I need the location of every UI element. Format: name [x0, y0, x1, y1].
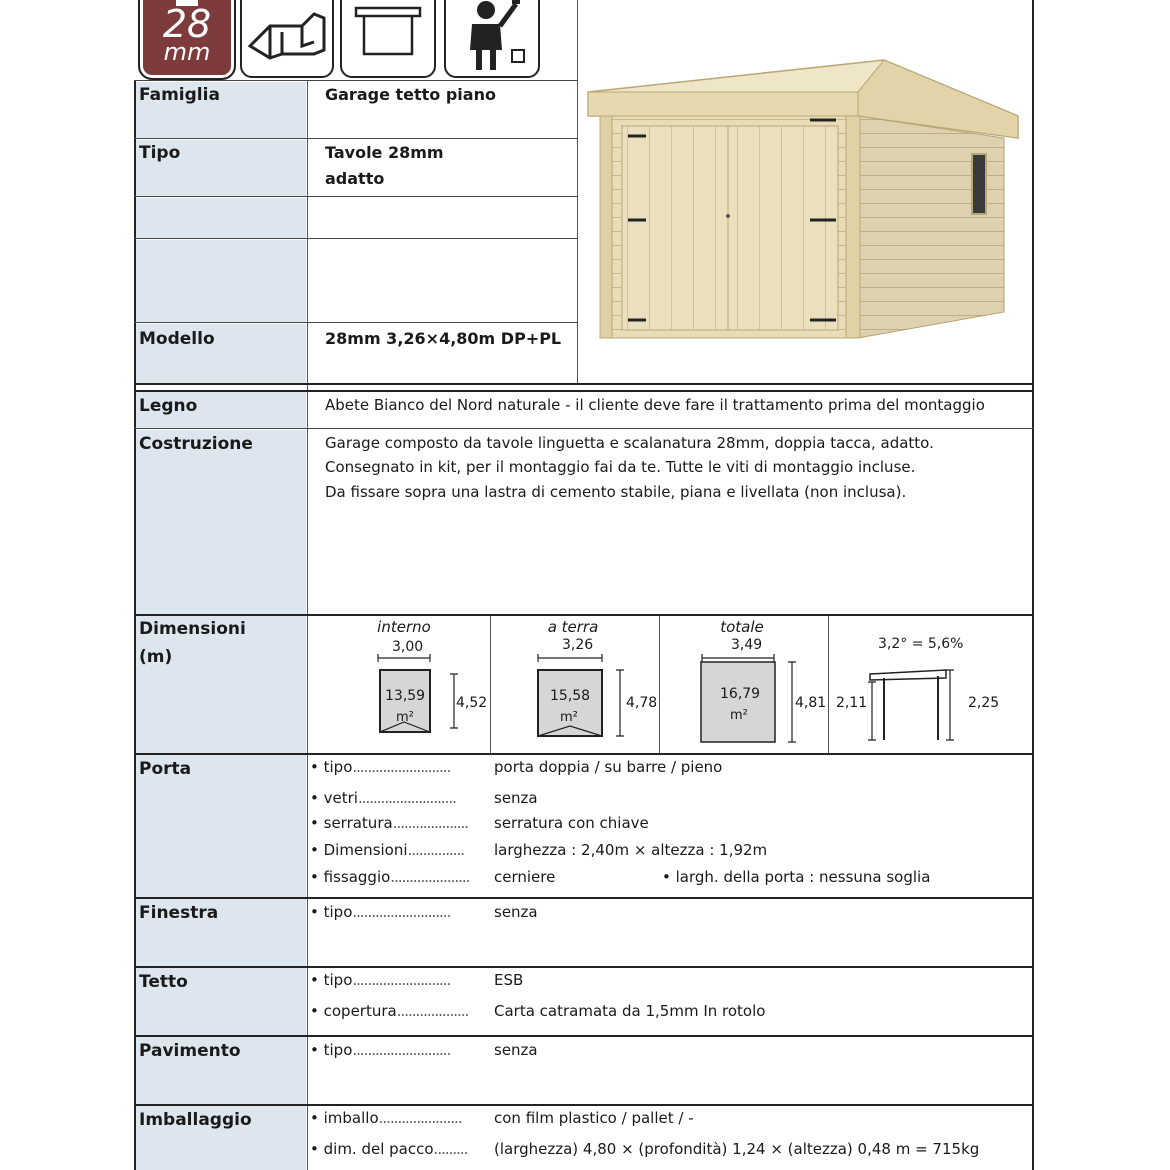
dim-interno-width: 3,00 [392, 639, 424, 655]
dim-aterra-title: a terra [547, 618, 599, 636]
row-line [134, 322, 578, 323]
garage-product-image [584, 50, 1024, 350]
dimensioni-unit: (m) [139, 647, 173, 667]
dimensioni-label: Dimensioni [139, 619, 246, 639]
porta-label: Porta [139, 759, 192, 779]
porta-item-key: vetri [323, 789, 358, 807]
section-line [134, 390, 1034, 392]
modello-label: Modello [139, 329, 215, 349]
thickness-badge [138, 0, 236, 80]
label-bg-empty2 [136, 240, 306, 322]
dim-divider [490, 616, 491, 753]
leader-dots: .......................... [352, 758, 451, 776]
dim-totale-area: 16,79 [720, 686, 761, 702]
porta-item-value: porta doppia / su barre / pieno [494, 758, 723, 776]
dim-interno-area: 13,59 [385, 688, 426, 704]
row-line [134, 138, 578, 139]
tetto-item-key: copertura [323, 1002, 397, 1020]
tipo-label: Tipo [139, 143, 181, 163]
leader-dots: .......................... [357, 789, 456, 807]
porta-item-value: serratura con chiave [494, 814, 649, 832]
garage-door-icon [240, 0, 334, 78]
modello-value: 28mm 3,26×4,80m DP+PL [325, 329, 562, 348]
tetto-item: • tipo.......................... [310, 971, 451, 989]
dim-height-right: 2,25 [968, 695, 1000, 711]
dim-totale-area-unit: m² [730, 708, 748, 723]
leader-dots: .......................... [352, 1041, 451, 1059]
tetto-item: • copertura................... [310, 1002, 469, 1020]
leader-dots: ..................... [390, 868, 470, 886]
famiglia-value: Garage tetto piano [325, 85, 496, 104]
section-line [134, 383, 1034, 385]
row-line [134, 614, 1034, 616]
row-line [134, 80, 578, 81]
legno-value: Abete Bianco del Nord naturale - il cliente deve fare il trattamento prima del montaggio [325, 396, 985, 414]
porta-item: • vetri.......................... [310, 789, 456, 807]
row-line [134, 428, 1034, 429]
porta-item: • tipo.......................... [310, 758, 451, 776]
imballaggio-item-key: imballo [323, 1109, 379, 1127]
costruzione-line: Consegnato in kit, per il montaggio fai da te. Tutte le viti di montaggio incluse. [325, 458, 916, 476]
dim-interno-depth: 4,52 [456, 695, 488, 711]
leader-dots: .......................... [352, 971, 451, 989]
famiglia-label: Famiglia [139, 85, 220, 105]
porta-item-value: senza [494, 789, 538, 807]
costruzione-line: Garage composto da tavole linguetta e scalanatura 28mm, doppia tacca, adatto. [325, 434, 934, 452]
finestra-item-key: tipo [323, 903, 353, 921]
porta-item: • Dimensioni............... [310, 841, 465, 859]
tetto-item-key: tipo [323, 971, 353, 989]
row-line [134, 966, 1034, 968]
imballaggio-item: • dim. del pacco......... [310, 1140, 468, 1158]
dim-slope: 3,2° = 5,6% [878, 636, 964, 652]
dim-totale-title: totale [720, 618, 764, 636]
icon-strip [134, 0, 578, 80]
row-line [134, 753, 1034, 755]
imballaggio-item-value: con film plastico / pallet / - [494, 1109, 694, 1127]
dim-totale-depth: 4,81 [795, 695, 827, 711]
pavimento-item: • tipo.......................... [310, 1041, 451, 1059]
dim-aterra-area: 15,58 [550, 688, 591, 704]
dim-divider [659, 616, 660, 753]
leader-dots: ...................... [378, 1109, 462, 1127]
table-right-border [1032, 0, 1034, 1170]
porta-item-key: tipo [323, 758, 353, 776]
finestra-item: • tipo.......................... [310, 903, 451, 921]
dim-aterra-area-unit: m² [560, 710, 578, 725]
pavimento-label: Pavimento [139, 1041, 241, 1061]
pavimento-item-value: senza [494, 1041, 538, 1059]
costruzione-line: Da fissare sopra una lastra di cemento stabile, piana e livellata (non inclusa). [325, 483, 907, 501]
imballaggio-item-value: (larghezza) 4,80 × (profondità) 1,24 × (altezza) 0,48 m = 715kg [494, 1140, 980, 1158]
porta-item-key: serratura [323, 814, 393, 832]
leader-dots: .......................... [352, 903, 451, 921]
row-line [134, 1035, 1034, 1037]
label-divider [307, 80, 308, 1170]
porta-item: • fissaggio..................... [310, 868, 470, 886]
dim-height-left: 2,11 [836, 695, 868, 711]
porta-item-value: cerniere [494, 868, 556, 886]
finestra-item-value: senza [494, 903, 538, 921]
dim-interno-area-unit: m² [396, 710, 414, 725]
tetto-item-value: Carta catramata da 1,5mm In rotolo [494, 1002, 766, 1020]
tetto-label: Tetto [139, 972, 188, 992]
porta-item-key: Dimensioni [323, 841, 408, 859]
porta-item-key: fissaggio [323, 868, 391, 886]
row-line [134, 196, 578, 197]
leader-dots: ................... [396, 1002, 469, 1020]
badge-thickness: 28 [162, 2, 212, 46]
dim-divider [828, 616, 829, 753]
imballaggio-item-key: dim. del pacco [323, 1140, 434, 1158]
label-bg-costruzione [136, 430, 306, 614]
dim-interno-title: interno [377, 618, 431, 636]
photo-divider [577, 0, 578, 384]
dim-totale-width: 3,49 [731, 637, 763, 653]
finestra-label: Finestra [139, 903, 219, 923]
badge-unit: mm [163, 38, 211, 66]
pavimento-item-key: tipo [323, 1041, 353, 1059]
legno-label: Legno [139, 396, 198, 416]
dim-aterra-depth: 4,78 [626, 695, 658, 711]
leader-dots: .................... [392, 814, 469, 832]
imballaggio-item: • imballo...................... [310, 1109, 462, 1127]
tetto-item-value: ESB [494, 971, 524, 989]
dim-aterra-width: 3,26 [562, 637, 594, 653]
imballaggio-label: Imballaggio [139, 1110, 252, 1130]
row-line [134, 238, 578, 239]
roof-panel-icon [340, 0, 436, 78]
dim-roof-profile-diagram [868, 664, 958, 744]
tipo-value-line2: adatto [325, 169, 385, 188]
label-bg-empty1 [136, 198, 306, 238]
painter-icon [444, 0, 540, 78]
row-line [134, 1104, 1034, 1106]
porta-item: • serratura.................... [310, 814, 469, 832]
costruzione-label: Costruzione [139, 434, 253, 454]
leader-dots: ......... [433, 1140, 468, 1158]
porta-threshold-note: • largh. della porta : nessuna soglia [662, 868, 931, 886]
row-line [134, 897, 1034, 899]
tipo-value-line1: Tavole 28mm [325, 143, 444, 162]
porta-item-value: larghezza : 2,40m × altezza : 1,92m [494, 841, 768, 859]
leader-dots: ............... [407, 841, 465, 859]
